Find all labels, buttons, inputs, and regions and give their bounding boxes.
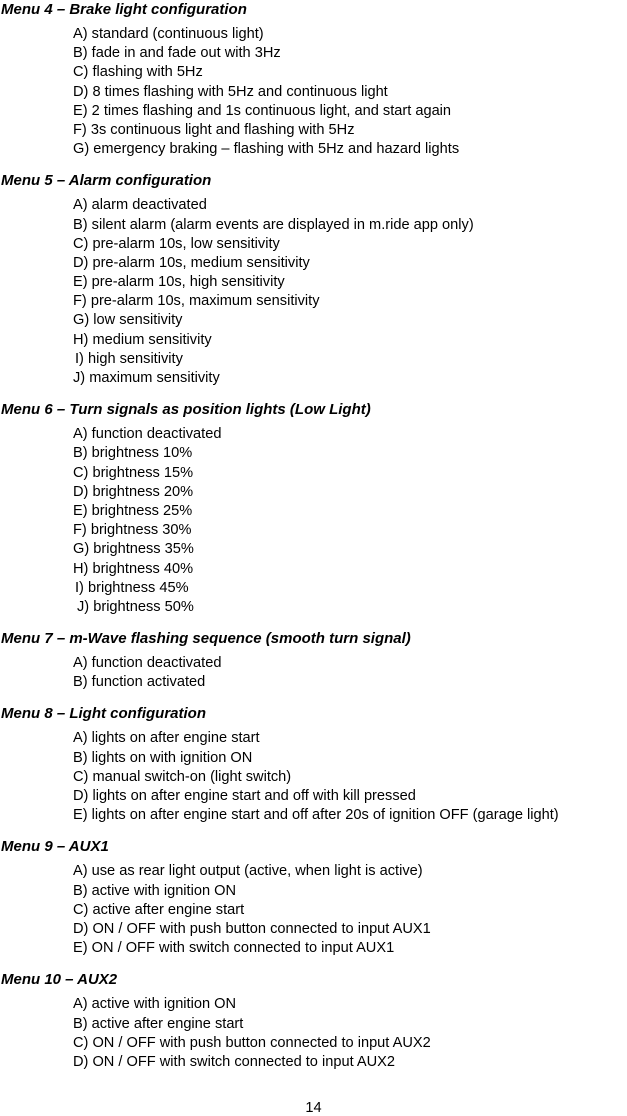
section-gap	[0, 692, 627, 704]
option-item: A) standard (continuous light)	[73, 26, 264, 42]
option-item: E) pre-alarm 10s, high sensitivity	[73, 274, 285, 291]
menu-section	[0, 400, 627, 617]
menu-section	[0, 171, 627, 388]
menu-heading: Menu 4 – Brake light configuration	[1, 1, 247, 18]
option-list	[0, 196, 627, 388]
option-item: B) active with ignition ON	[73, 882, 237, 899]
option-item: C) pre-alarm 10s, low sensitivity	[73, 235, 280, 252]
option-item: F) 3s continuous light and flashing with 5Hz	[73, 121, 355, 138]
option-item: E) ON / OFF with switch connected to input AUX1	[73, 940, 395, 957]
option-list	[0, 862, 627, 958]
option-item: H) medium sensitivity	[73, 331, 212, 348]
option-item: D) 8 times flashing with 5Hz and continuous light	[73, 83, 388, 100]
option-item: I) brightness 45%	[75, 579, 189, 596]
option-list	[0, 25, 627, 159]
page-number: 14	[305, 1100, 322, 1116]
option-item: C) manual switch-on (light switch)	[73, 768, 292, 785]
option-list	[0, 654, 627, 692]
option-item: B) function activated	[73, 674, 206, 691]
option-item: F) brightness 30%	[73, 522, 192, 539]
option-list	[0, 425, 627, 617]
option-item: D) pre-alarm 10s, medium sensitivity	[73, 254, 310, 271]
section-gap	[0, 388, 627, 400]
option-item: E) lights on after engine start and off after 20s of ignition OFF (garage light)	[73, 807, 559, 824]
option-item: A) function deactivated	[73, 655, 222, 672]
section-gap	[0, 958, 627, 970]
option-item: A) function deactivated	[73, 426, 222, 443]
option-item: H) brightness 40%	[73, 560, 194, 577]
option-item: G) brightness 35%	[73, 541, 194, 558]
menu-section	[0, 704, 627, 825]
option-item: B) fade in and fade out with 3Hz	[73, 45, 281, 62]
option-item: D) ON / OFF with switch connected to input AUX2	[73, 1053, 395, 1070]
menu-heading: Menu 7 – m-Wave flashing sequence (smooth turn signal)	[1, 630, 411, 648]
option-item: J) brightness 50%	[77, 598, 194, 615]
option-item: C) ON / OFF with push button connected to input AUX2	[73, 1034, 431, 1051]
option-item: A) alarm deactivated	[73, 197, 207, 214]
option-item: B) active after engine start	[73, 1015, 244, 1032]
menu-section	[0, 0, 627, 159]
option-item: J) maximum sensitivity	[73, 370, 220, 386]
option-item: D) ON / OFF with push button connected to input AUX1	[73, 920, 431, 937]
option-item: A) active with ignition ON	[73, 996, 237, 1013]
menu-section	[0, 837, 627, 958]
menu-heading: Menu 8 – Light configuration	[1, 705, 206, 723]
option-item: F) pre-alarm 10s, maximum sensitivity	[73, 293, 320, 310]
option-item: B) lights on with ignition ON	[73, 749, 253, 766]
menu-heading: Menu 10 – AUX2	[1, 971, 118, 989]
option-item: C) active after engine start	[73, 901, 245, 918]
option-item: C) brightness 15%	[73, 464, 194, 481]
option-item: E) brightness 25%	[73, 502, 193, 519]
option-item: E) 2 times flashing and 1s continuous light, and start again	[73, 102, 452, 119]
option-list	[0, 729, 627, 825]
option-item: A) lights on after engine start	[73, 730, 260, 747]
option-item: D) lights on after engine start and off with kill pressed	[73, 788, 416, 804]
option-item: B) silent alarm (alarm events are displayed in m.ride app only)	[73, 216, 474, 233]
menu-heading: Menu 6 – Turn signals as position lights (Low Light)	[1, 401, 371, 419]
section-gap	[0, 617, 627, 629]
option-item: I) high sensitivity	[75, 350, 183, 367]
option-item: B) brightness 10%	[73, 445, 193, 462]
section-gap	[0, 159, 627, 171]
option-item: C) flashing with 5Hz	[73, 64, 203, 81]
menu-heading: Menu 9 – AUX1	[1, 838, 109, 856]
menu-heading: Menu 5 – Alarm configuration	[1, 172, 212, 190]
option-item: D) brightness 20%	[73, 483, 194, 500]
option-item: A) use as rear light output (active, when light is active)	[73, 863, 423, 880]
option-item: G) emergency braking – flashing with 5Hz and hazard lights	[73, 141, 460, 158]
menu-section	[0, 970, 627, 1072]
option-item: G) low sensitivity	[73, 312, 183, 329]
option-list	[0, 995, 627, 1072]
menu-section	[0, 629, 627, 692]
section-gap	[0, 825, 627, 837]
